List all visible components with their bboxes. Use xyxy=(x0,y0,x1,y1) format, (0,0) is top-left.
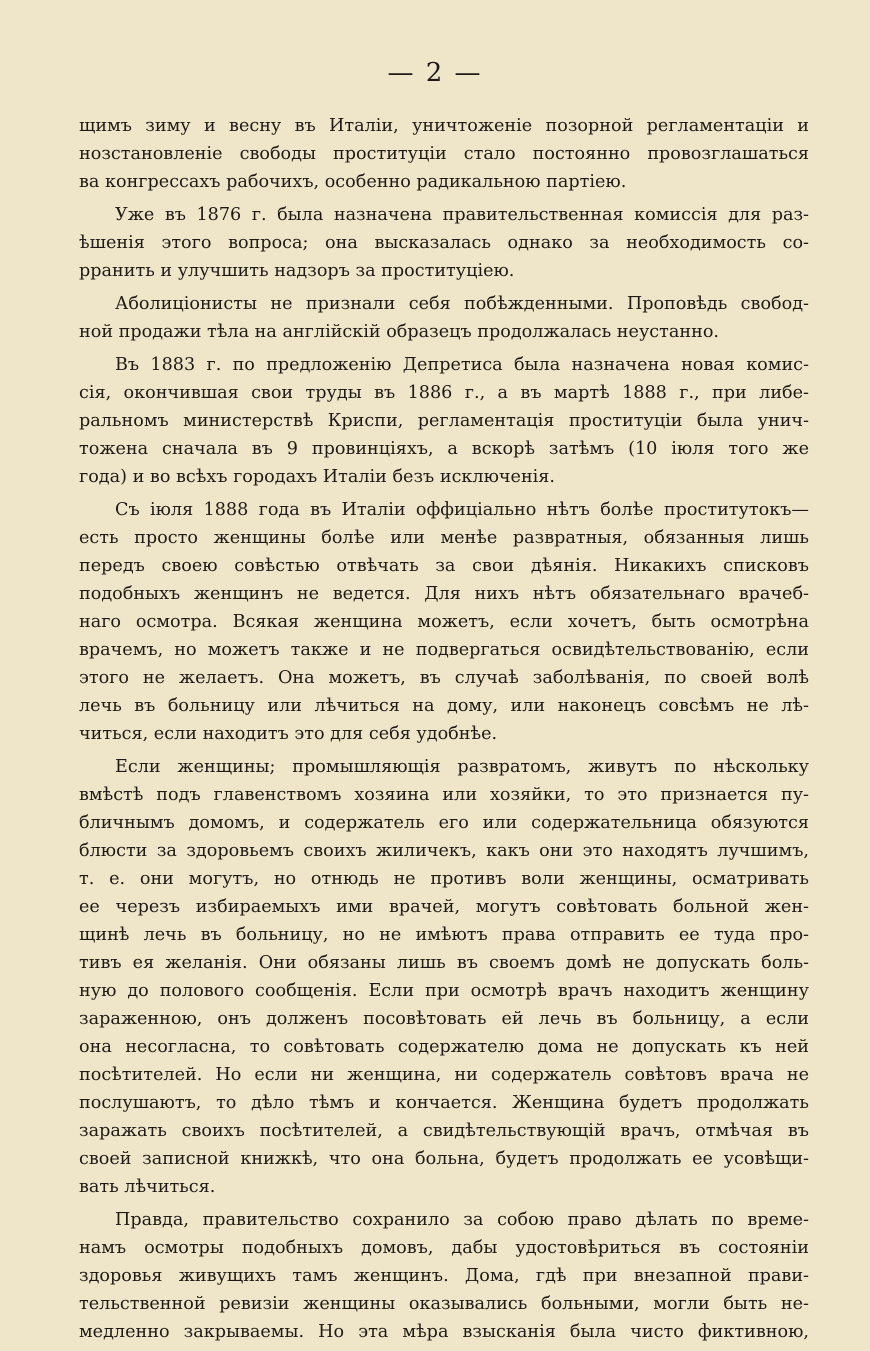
text-line: вмѣстѣ подъ главенствомъ хозяина или хозяйки, то это признается пу- xyxy=(79,785,809,805)
text-line: Съ іюля 1888 года въ Италіи оффиціально нѣтъ болѣе проститутокъ— xyxy=(115,500,809,520)
text-line: намъ осмотры подобныхъ домовъ, дабы удостовѣриться въ состояніи xyxy=(79,1238,809,1258)
text-line: ѣшенія этого вопроса; она высказалась однако за необходимость со- xyxy=(79,233,809,253)
paragraph xyxy=(79,753,809,1201)
text-line: медленно закрываемы. Но эта мѣра взысканія была чисто фиктивною, xyxy=(79,1322,809,1342)
text-line: посѣтителей. Но если ни женщина, ни содержатель совѣтовъ врача не xyxy=(79,1065,809,1085)
paragraph xyxy=(79,1206,809,1346)
text-line: ную до полового сообщенія. Если при осмотрѣ врачъ находитъ женщину xyxy=(79,981,809,1001)
paragraph xyxy=(79,351,809,491)
text-line: бличнымъ домомъ, и содержатель его или содержательница обязуются xyxy=(79,813,809,833)
text-line: Въ 1883 г. по предложенію Депретиса была назначена новая комис- xyxy=(115,355,809,375)
text-line: есть просто женщины болѣе или менѣе развратныя, обязанныя лишь xyxy=(79,528,809,548)
text-line: своей записной книжкѣ, что она больна, будетъ продолжать ее усовѣщи- xyxy=(79,1149,809,1169)
page-number: — 2 — xyxy=(387,58,483,88)
document-body xyxy=(79,112,809,1351)
text-line: врачемъ, но можетъ также и не подвергаться освидѣтельствованію, если xyxy=(79,640,809,660)
text-line: ее черезъ избираемыхъ ими врачей, могутъ совѣтовать больной жен- xyxy=(79,897,809,917)
text-line: читься, если находитъ это для себя удобнѣе. xyxy=(79,724,498,744)
text-line: Правда, правительство сохранило за собою право дѣлать по време- xyxy=(115,1210,809,1230)
paragraph xyxy=(79,112,809,196)
text-line: ральномъ министерствѣ Криспи, регламентація проституціи была унич- xyxy=(79,411,809,431)
text-line: наго осмотра. Всякая женщина можетъ, если хочетъ, быть осмотрѣна xyxy=(79,612,809,632)
text-line: щимъ зиму и весну въ Италіи, уничтоженіе позорной регламентаціи и xyxy=(79,116,809,136)
text-line: заражать своихъ посѣтителей, а свидѣтельствующій врачъ, отмѣчая въ xyxy=(79,1121,809,1141)
text-line: Уже въ 1876 г. была назначена правительственная комиссія для раз- xyxy=(115,205,809,225)
text-line: сія, окончившая свои труды въ 1886 г., а въ мартѣ 1888 г., при либе- xyxy=(79,383,809,403)
text-line: т. е. они могутъ, но отнюдь не противъ воли женщины, осматривать xyxy=(79,869,809,889)
text-line: передъ своею совѣстью отвѣчать за свои дѣянія. Никакихъ списковъ xyxy=(79,556,809,576)
text-line: тельственной ревизіи женщины оказывались больными, могли быть не- xyxy=(79,1294,809,1314)
text-line: лечь въ больницу или лѣчиться на дому, или наконецъ совсѣмъ не лѣ- xyxy=(79,696,809,716)
paragraph xyxy=(79,290,809,346)
text-line: ной продажи тѣла на англійскій образецъ продолжалась неустанно. xyxy=(79,322,720,342)
text-line: рранить и улучшить надзоръ за проституціею. xyxy=(79,261,515,281)
text-line: вать лѣчиться. xyxy=(79,1177,216,1197)
text-line: она несогласна, то совѣтовать содержателю дома не допускать къ ней xyxy=(79,1037,809,1057)
text-line: Если женщины; промышляющія развратомъ, живутъ по нѣскольку xyxy=(115,757,809,777)
text-line: послушаютъ, то дѣло тѣмъ и кончается. Женщина будетъ продолжать xyxy=(79,1093,809,1113)
text-line: здоровья живущихъ тамъ женщинъ. Дома, гдѣ при внезапной прави- xyxy=(79,1266,809,1286)
text-line: Аболиціонисты не признали себя побѣжденными. Проповѣдь свобод- xyxy=(115,294,809,314)
paragraph xyxy=(79,201,809,285)
text-line: ва конгрессахъ рабочихъ, особенно радикальною партіею. xyxy=(79,172,627,192)
paragraph xyxy=(79,496,809,748)
text-line: тивъ ея желанія. Они обязаны лишь въ своемъ домѣ не допускать боль- xyxy=(79,953,809,973)
text-line: нозстановленіе свободы проституціи стало постоянно провозглашаться xyxy=(79,144,809,164)
text-line: тожена сначала въ 9 провинціяхъ, а вскорѣ затѣмъ (10 іюля того же xyxy=(79,439,809,459)
text-line: щинѣ лечь въ больницу, но не имѣютъ права отправить ее туда про- xyxy=(79,925,809,945)
text-line: года) и во всѣхъ городахъ Италіи безъ исключенія. xyxy=(79,467,556,487)
text-line: подобныхъ женщинъ не ведется. Для нихъ нѣтъ обязательнаго врачеб- xyxy=(79,584,809,604)
text-line: блюсти за здоровьемъ своихъ жиличекъ, какъ они это находятъ лучшимъ, xyxy=(79,841,809,861)
text-line: этого не желаетъ. Она можетъ, въ случаѣ заболѣванія, по своей волѣ xyxy=(79,668,809,688)
text-line: зараженною, онъ долженъ посовѣтовать ей лечь въ больницу, а если xyxy=(79,1009,809,1029)
